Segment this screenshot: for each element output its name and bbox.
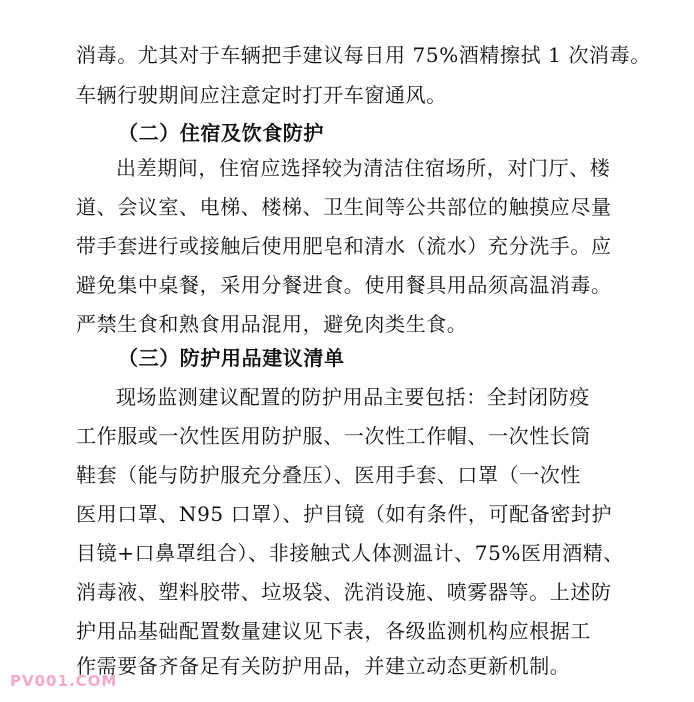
paragraph-line: 作需要备齐备足有关防护用品，并建立动态更新机制。 [76,654,571,678]
section-heading-protective-equipment: （三）防护用品建议清单 [118,346,345,370]
paragraph-line: 鞋套（能与防护服充分叠压）、医用手套、口罩（一次性 [76,463,581,487]
paragraph-line: 消毒液、塑料胶带、垃圾袋、洗消设施、喷雾器等。上述防 [76,580,612,604]
paragraph-line: 工作服或一次性医用防护服、一次性工作帽、一次性长筒 [76,424,591,448]
paragraph-line: 护用品基础配置数量建议见下表，各级监测机构应根据工 [76,619,591,643]
paragraph-line: 目镜+口鼻罩组合）、非接触式人体测温计、75%医用酒精、 [76,541,625,565]
paragraph-line: 医用口罩、N95 口罩）、护目镜（如有条件，可配备密封护 [76,502,613,526]
paragraph-line: 道、会议室、电梯、楼梯、卫生间等公共部位的触摸应尽量 [76,195,612,219]
paragraph-line: 消毒。尤其对于车辆把手建议每日用 75%酒精擦拭 1 次消毒。 [76,43,651,67]
paragraph-line: 严禁生食和熟食用品混用，避免肉类生食。 [76,312,468,336]
paragraph-line: 出差期间，住宿应选择较为清洁住宿场所，对门厅、楼 [116,156,611,180]
paragraph-line: 带手套进行或接触后使用肥皂和清水（流水）充分洗手。应 [76,234,612,258]
paragraph-line: 避免集中桌餐，采用分餐进食。使用餐具用品须高温消毒。 [76,273,612,297]
paragraph-line: 现场监测建议配置的防护用品主要包括：全封闭防疫 [116,385,590,409]
paragraph-line: 车辆行驶期间应注意定时打开车窗通风。 [76,83,447,107]
watermark: PV001.COM [10,672,118,690]
section-heading-accommodation: （二）住宿及饮食防护 [118,121,324,145]
